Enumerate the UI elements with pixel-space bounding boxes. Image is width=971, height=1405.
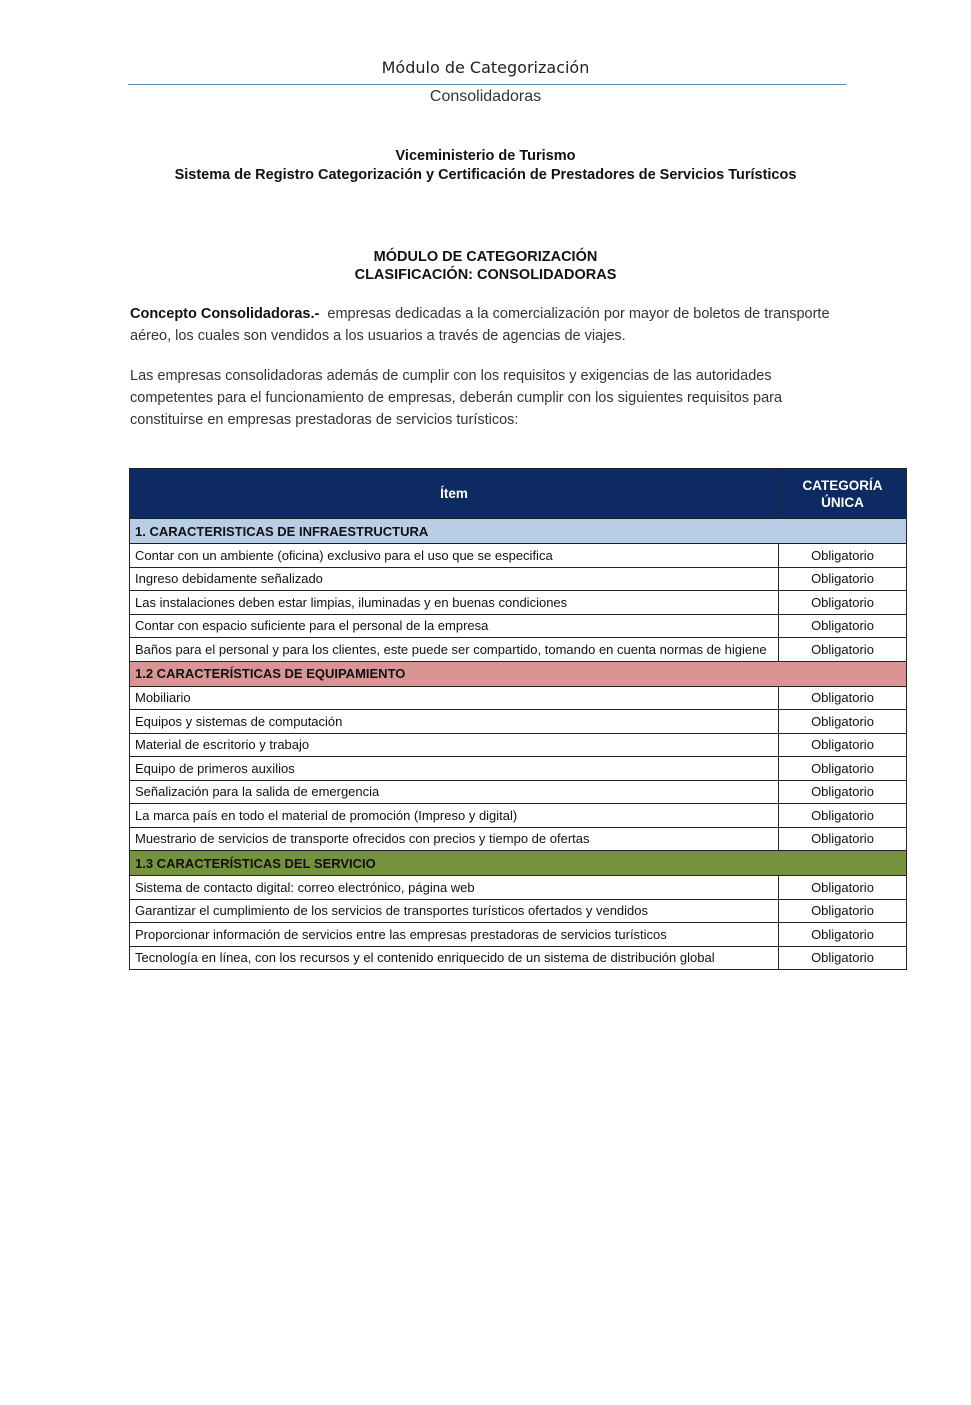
requirement-value: Obligatorio bbox=[779, 614, 907, 638]
requirement-item: Sistema de contacto digital: correo electrónico, página web bbox=[130, 876, 779, 900]
header-divider bbox=[128, 84, 846, 85]
classification-title: CLASIFICACIÓN: CONSOLIDADORAS bbox=[354, 267, 617, 283]
section-fill bbox=[779, 519, 907, 544]
organization-heading bbox=[0, 147, 971, 185]
table-row bbox=[130, 946, 907, 970]
system-name: Sistema de Registro Categorización y Certificación de Prestadores de Servicios Turísticos bbox=[174, 167, 797, 183]
section-row bbox=[130, 851, 907, 876]
requirement-value: Obligatorio bbox=[779, 544, 907, 568]
requirement-item: Mobiliario bbox=[130, 686, 779, 710]
requirement-value: Obligatorio bbox=[779, 757, 907, 781]
module-heading bbox=[0, 248, 971, 284]
requirement-item: Material de escritorio y trabajo bbox=[130, 733, 779, 757]
section-fill bbox=[779, 851, 907, 876]
category-header-line2: ÚNICA bbox=[821, 494, 864, 510]
column-header-category bbox=[779, 469, 907, 519]
table-header-row bbox=[130, 469, 907, 519]
requirement-value: Obligatorio bbox=[779, 899, 907, 923]
requirement-value: Obligatorio bbox=[779, 591, 907, 615]
table-row bbox=[130, 733, 907, 757]
table-row bbox=[130, 876, 907, 900]
category-header-line1: CATEGORÍA bbox=[802, 477, 883, 493]
requirement-value: Obligatorio bbox=[779, 733, 907, 757]
page-header-subtitle: Consolidadoras bbox=[429, 88, 542, 105]
page-header-title: Módulo de Categorización bbox=[381, 58, 590, 77]
table-row bbox=[130, 614, 907, 638]
requirement-value: Obligatorio bbox=[779, 827, 907, 851]
requirement-item: Proporcionar información de servicios entre las empresas prestadoras de servicios turísticos bbox=[130, 923, 779, 947]
section-title: 1.3 CARACTERÍSTICAS DEL SERVICIO bbox=[130, 851, 779, 876]
requirement-value: Obligatorio bbox=[779, 923, 907, 947]
requirement-item: Equipos y sistemas de computación bbox=[130, 710, 779, 734]
requirement-item: Equipo de primeros auxilios bbox=[130, 757, 779, 781]
requirement-value: Obligatorio bbox=[779, 638, 907, 662]
section-title: 1.2 CARACTERÍSTICAS DE EQUIPAMIENTO bbox=[130, 661, 779, 686]
table-row bbox=[130, 757, 907, 781]
table-row bbox=[130, 638, 907, 662]
column-header-item: Ítem bbox=[130, 469, 779, 519]
organization-name: Viceministerio de Turismo bbox=[395, 148, 576, 164]
table-row bbox=[130, 567, 907, 591]
requirement-item: Tecnología en línea, con los recursos y el contenido enriquecido de un sistema de distribución global bbox=[130, 946, 779, 970]
intro-paragraph: Las empresas consolidadoras además de cumplir con los requisitos y exigencias de las autoridades competentes para el funcionamiento de empresas, deberán cumplir con los siguientes requisitos para constituirse en empresas prestadoras de servicios turísticos: bbox=[130, 368, 783, 428]
requirement-value: Obligatorio bbox=[779, 946, 907, 970]
concept-text: empresas dedicadas a la comercialización por mayor de boletos de transporte aéreo, los cuales son vendidos a los usuarios a través de agencias de viajes. bbox=[130, 306, 830, 344]
table-row bbox=[130, 591, 907, 615]
requirement-value: Obligatorio bbox=[779, 686, 907, 710]
requirements-body bbox=[130, 519, 907, 970]
requirement-item: Ingreso debidamente señalizado bbox=[130, 567, 779, 591]
table-row bbox=[130, 686, 907, 710]
table-row bbox=[130, 899, 907, 923]
requirement-item: Las instalaciones deben estar limpias, iluminadas y en buenas condiciones bbox=[130, 591, 779, 615]
section-row bbox=[130, 519, 907, 544]
requirement-value: Obligatorio bbox=[779, 876, 907, 900]
requirement-value: Obligatorio bbox=[779, 710, 907, 734]
requirement-item: Muestrario de servicios de transporte ofrecidos con precios y tiempo de ofertas bbox=[130, 827, 779, 851]
table-row bbox=[130, 780, 907, 804]
section-fill bbox=[779, 661, 907, 686]
requirement-item: Garantizar el cumplimiento de los servicios de transportes turísticos ofertados y vendidos bbox=[130, 899, 779, 923]
module-title: MÓDULO DE CATEGORIZACIÓN bbox=[373, 249, 598, 265]
section-title: 1. CARACTERISTICAS DE INFRAESTRUCTURA bbox=[130, 519, 779, 544]
requirement-item: Señalización para la salida de emergencia bbox=[130, 780, 779, 804]
requirements-table bbox=[129, 468, 907, 970]
table-row bbox=[130, 804, 907, 828]
requirement-item: Contar con espacio suficiente para el personal de la empresa bbox=[130, 614, 779, 638]
table-row bbox=[130, 827, 907, 851]
concept-label: Concepto Consolidadoras.- bbox=[130, 306, 320, 322]
concept-paragraph bbox=[130, 303, 850, 347]
table-row bbox=[130, 923, 907, 947]
section-row bbox=[130, 661, 907, 686]
requirement-item: La marca país en todo el material de promoción (Impreso y digital) bbox=[130, 804, 779, 828]
requirement-value: Obligatorio bbox=[779, 780, 907, 804]
table-row bbox=[130, 544, 907, 568]
requirement-item: Contar con un ambiente (oficina) exclusivo para el uso que se especifica bbox=[130, 544, 779, 568]
requirement-item: Baños para el personal y para los clientes, este puede ser compartido, tomando en cuenta normas de higiene bbox=[130, 638, 779, 662]
requirement-value: Obligatorio bbox=[779, 804, 907, 828]
requirement-value: Obligatorio bbox=[779, 567, 907, 591]
table-row bbox=[130, 710, 907, 734]
